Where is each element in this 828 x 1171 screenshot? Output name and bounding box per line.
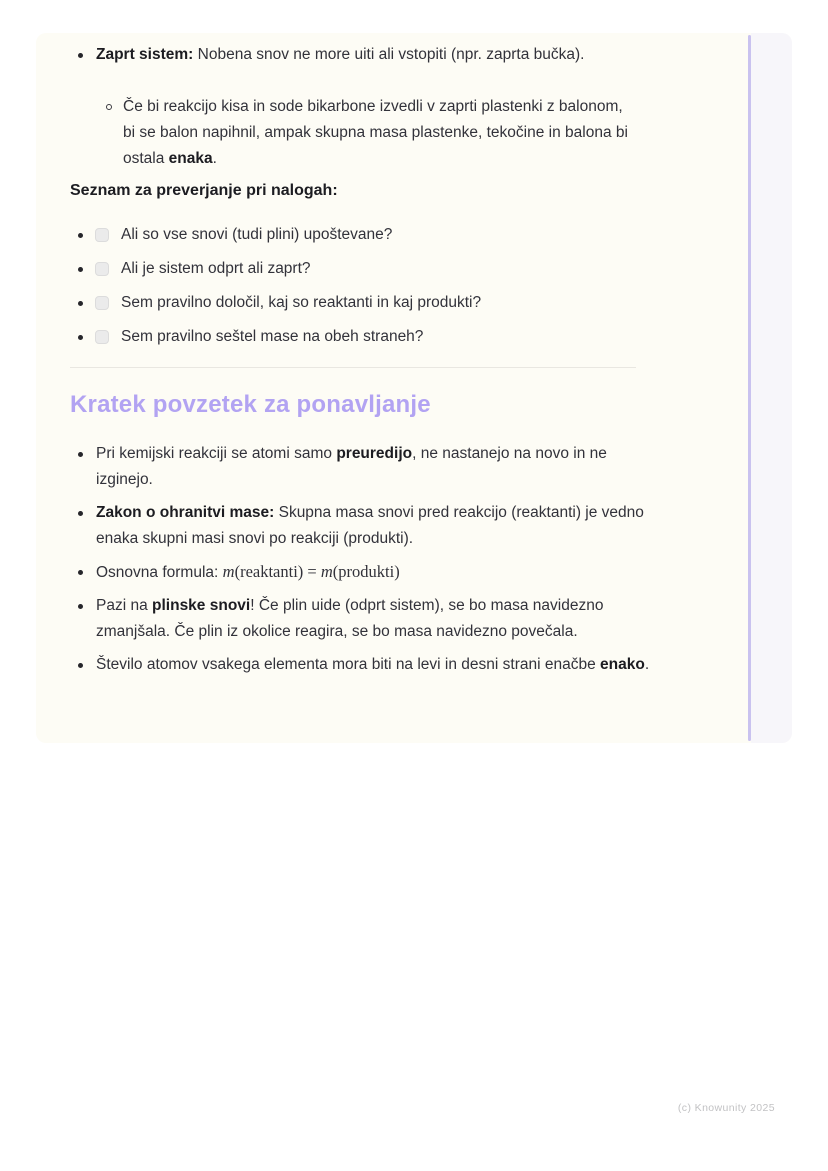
checklist-checkbox[interactable] bbox=[95, 296, 109, 310]
bullet-icon bbox=[78, 233, 83, 238]
checklist-item-label: Sem pravilno določil, kaj so reaktanti in kaj produkti? bbox=[121, 294, 482, 311]
bullet-icon bbox=[78, 511, 83, 516]
section-divider bbox=[70, 367, 636, 368]
checklist-row bbox=[70, 324, 682, 350]
checklist-item-label: Ali je sistem odprt ali zaprt? bbox=[121, 260, 311, 277]
bullet-icon bbox=[78, 267, 83, 272]
list-item: Pri kemijski reakciji se atomi samo preuredijo, ne nastanejo na novo in ne izginejo. bbox=[70, 441, 682, 493]
checklist-item-label: Ali so vse snovi (tudi plini) upoštevane? bbox=[121, 226, 393, 243]
bullet-icon bbox=[78, 570, 83, 575]
checklist-checkbox[interactable] bbox=[95, 262, 109, 276]
bullet-icon bbox=[78, 663, 83, 668]
bullet-icon bbox=[78, 335, 83, 340]
copyright-notice: (c) Knowunity 2025 bbox=[677, 1102, 775, 1114]
checklist-row bbox=[70, 222, 682, 248]
checklist-checkbox[interactable] bbox=[95, 330, 109, 344]
checklist bbox=[70, 222, 682, 350]
list-item-text: Zaprt sistem: Nobena snov ne more uiti ali vstopiti (npr. zaprta bučka). bbox=[96, 46, 585, 63]
list-item bbox=[70, 42, 682, 68]
document-content bbox=[70, 42, 682, 685]
bullet-icon bbox=[78, 452, 83, 457]
closed-system-term: Zaprt sistem: bbox=[96, 46, 194, 63]
checklist-item-label: Sem pravilno seštel mase na obeh straneh? bbox=[121, 328, 424, 345]
sub-list-item-text: Če bi reakcijo kisa in sode bikarbone izvedli v zaprti plastenki z balonom, bi se balon napihnil, ampak skupna masa plastenke, tekočine in balona bi ostala enaka. bbox=[123, 98, 628, 167]
checklist-checkbox[interactable] bbox=[95, 228, 109, 242]
checklist-heading: Seznam za preverjanje pri nalogah: bbox=[70, 182, 338, 199]
purple-accent-line bbox=[748, 35, 751, 741]
summary-list bbox=[70, 441, 682, 678]
circle-bullet-icon bbox=[106, 104, 112, 110]
list-item: Pazi na plinske snovi! Če plin uide (odprt sistem), se bo masa navidezno zmanjšala. Če plin iz okolice reagira, se bo masa navidezno povečala. bbox=[70, 593, 682, 645]
checklist-row bbox=[70, 290, 682, 316]
bullet-icon bbox=[78, 301, 83, 306]
mass-formula: m(reaktanti) = m(produkti) bbox=[222, 562, 400, 581]
checklist-row bbox=[70, 256, 682, 282]
page-right-margin-strip bbox=[751, 33, 792, 743]
bullet-icon bbox=[78, 53, 83, 58]
list-item-formula: Osnovna formula: m(reaktanti) = m(produkti) bbox=[70, 559, 682, 586]
list-item: Število atomov vsakega elementa mora biti na levi in desni strani enačbe enako. bbox=[70, 652, 682, 678]
document-page-card bbox=[36, 33, 792, 743]
sub-list-item bbox=[106, 94, 682, 172]
list-item: Zakon o ohranitvi mase: Skupna masa snovi pred reakcijo (reaktanti) je vedno enaka skupni masi snovi po reakciji (produkti). bbox=[70, 500, 682, 552]
summary-heading: Kratek povzetek za ponavljanje bbox=[70, 391, 431, 418]
bullet-icon bbox=[78, 604, 83, 609]
